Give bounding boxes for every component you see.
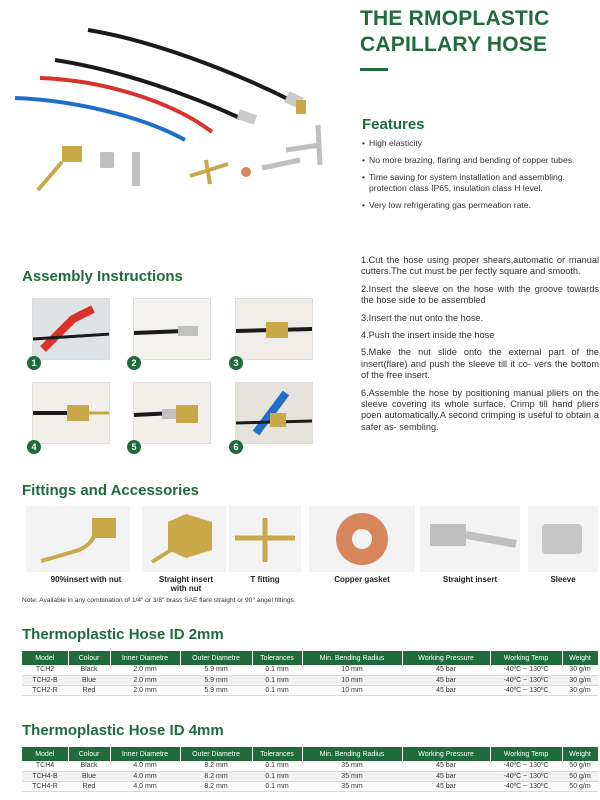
fitting-90-insert-photo (26, 506, 130, 572)
table-cell: 30 g/m (562, 675, 598, 685)
step-number-1: 1 (27, 356, 41, 370)
step-1-photo (32, 298, 110, 360)
table-cell: 4.0 mm (110, 761, 180, 771)
feature-item: • Time saving for system installation and assembling. protection class IP65, insulation class H level. (362, 172, 598, 194)
table-header-cell: Working Pressure (402, 747, 490, 761)
fittings-note: Note: Available in any combination of 1/4" or 3/8" brass SAE flare straight or 90° angel fittings. (22, 597, 296, 604)
table-cell: 5.9 mm (180, 665, 252, 675)
table-cell: 45 bar (402, 665, 490, 675)
table-header-cell: Working Pressure (402, 651, 490, 665)
table-header-cell: Tolerances (252, 651, 302, 665)
table-header-row (22, 651, 598, 665)
table-cell: 30 g/m (562, 665, 598, 675)
table-row (22, 771, 598, 781)
table-cell: 45 bar (402, 781, 490, 791)
fitting-label: 90%insert with nut (50, 575, 122, 584)
table-cell: 8.2 mm (180, 771, 252, 781)
table-header-cell: Working Temp (490, 747, 562, 761)
feature-item: • No more brazing, flaring and bending of copper tubes. (362, 155, 598, 166)
table-cell: 0.1 mm (252, 675, 302, 685)
step-5-photo (133, 382, 211, 444)
fitting-label: T fitting (250, 575, 280, 584)
title-line-2: CAPILLARY HOSE (360, 33, 548, 56)
step-3-photo (235, 298, 313, 360)
table-cell: 35 mm (302, 771, 402, 781)
step-6-photo (235, 382, 313, 444)
table-cell: 50 g/m (562, 781, 598, 791)
table-header-cell: Outer Diametre (180, 747, 252, 761)
table-cell: 4.0 mm (110, 771, 180, 781)
fitting-copper-gasket-photo (309, 506, 415, 572)
fitting-straight-nut-photo (142, 506, 226, 572)
table-cell: 2.0 mm (110, 685, 180, 695)
assembly-steps (361, 255, 599, 439)
table-cell: 0.1 mm (252, 665, 302, 675)
fitting-label: Copper gasket (334, 575, 390, 584)
table-cell: Red (68, 685, 110, 695)
table-cell: 45 bar (402, 675, 490, 685)
table-cell: TCH2-R (22, 685, 68, 695)
table-row (22, 685, 598, 695)
table-cell: 0.1 mm (252, 685, 302, 695)
assembly-step-4: 4.Push the insert inside the hose (361, 330, 495, 341)
step-number-5: 5 (127, 440, 141, 454)
table-cell: Blue (68, 675, 110, 685)
table-cell: -40ºC ~ 130ºC (490, 675, 562, 685)
spec-table-2mm (22, 651, 599, 696)
fitting-label: Sleeve (550, 575, 576, 584)
table-cell: TCH4-B (22, 771, 68, 781)
table-cell: TCH4-R (22, 781, 68, 791)
fitting-label: Straight insert with nut (158, 575, 214, 593)
table-cell: 30 g/m (562, 685, 598, 695)
table-cell: -40ºC ~ 130ºC (490, 761, 562, 771)
table-cell: 35 mm (302, 781, 402, 791)
step-number-6: 6 (229, 440, 243, 454)
feature-item: • Very low refrigerating gas permeation rate. (362, 200, 598, 211)
fitting-sleeve-photo (528, 506, 598, 572)
table-cell: Blue (68, 771, 110, 781)
title-underline (360, 68, 388, 71)
table-cell: -40ºC ~ 130ºC (490, 781, 562, 791)
table-header-cell: Model (22, 651, 68, 665)
table-header-cell: Colour (68, 651, 110, 665)
table-header-cell: Tolerances (252, 747, 302, 761)
table-2mm-title: Thermoplastic Hose ID 2mm (22, 626, 224, 643)
table-cell: 45 bar (402, 771, 490, 781)
table-cell: 5.9 mm (180, 685, 252, 695)
table-cell: 5.9 mm (180, 675, 252, 685)
table-cell: 8.2 mm (180, 761, 252, 771)
table-cell: 4.0 mm (110, 781, 180, 791)
table-header-cell: Weight (562, 651, 598, 665)
table-cell: 45 bar (402, 761, 490, 771)
table-cell: -40ºC ~ 130ºC (490, 665, 562, 675)
table-row (22, 665, 598, 675)
table-header-cell: Min. Bending Radius (302, 651, 402, 665)
table-header-cell: Outer Diametre (180, 651, 252, 665)
table-header-cell: Working Temp (490, 651, 562, 665)
step-4-photo (32, 382, 110, 444)
step-number-4: 4 (27, 440, 41, 454)
assembly-step-1: 1.Cut the hose using proper shears,automatic or manual cutters.The cut must be per fectly square and smooth. (361, 255, 599, 277)
fitting-label: Straight insert (442, 575, 498, 584)
assembly-heading: Assembly Instructions (22, 268, 183, 285)
table-cell: TCH2 (22, 665, 68, 675)
table-header-cell: Min. Bending Radius (302, 747, 402, 761)
table-cell: 2.0 mm (110, 665, 180, 675)
feature-item: • High elasticity (362, 138, 598, 149)
table-cell: TCH2-B (22, 675, 68, 685)
table-row (22, 761, 598, 771)
fittings-heading: Fittings and Accessories (22, 482, 199, 499)
table-cell: 0.1 mm (252, 781, 302, 791)
features-list (362, 138, 598, 217)
table-header-cell: Inner Diametre (110, 651, 180, 665)
step-number-3: 3 (229, 356, 243, 370)
table-cell: Black (68, 761, 110, 771)
table-row (22, 675, 598, 685)
spec-table-4mm (22, 747, 599, 792)
table-header-cell: Weight (562, 747, 598, 761)
table-header-row (22, 747, 598, 761)
page-title (360, 6, 595, 58)
table-header-cell: Inner Diametre (110, 747, 180, 761)
table-cell: 10 mm (302, 665, 402, 675)
table-cell: 35 mm (302, 761, 402, 771)
step-number-2: 2 (127, 356, 141, 370)
title-line-1: THE RMOPLASTIC (360, 7, 550, 30)
table-cell: TCH4 (22, 761, 68, 771)
table-cell: 10 mm (302, 685, 402, 695)
step-2-photo (133, 298, 211, 360)
assembly-step-3: 3.Insert the nut onto the hose. (361, 312, 484, 323)
hose-product-photo (0, 0, 340, 205)
table-cell: 45 bar (402, 685, 490, 695)
table-4mm-title: Thermoplastic Hose ID 4mm (22, 722, 224, 739)
table-cell: -40ºC ~ 130ºC (490, 685, 562, 695)
assembly-step-2: 2.Insert the sleeve on the hose with the groove towards the hose side to be assembled (361, 283, 599, 306)
table-cell: 50 g/m (562, 761, 598, 771)
table-cell: -40ºC ~ 130ºC (490, 771, 562, 781)
table-cell: 50 g/m (562, 771, 598, 781)
table-header-cell: Model (22, 747, 68, 761)
table-header-cell: Colour (68, 747, 110, 761)
table-row (22, 781, 598, 791)
fitting-straight-insert-photo (420, 506, 520, 572)
table-cell: 2.0 mm (110, 675, 180, 685)
assembly-step-6: 6.Assemble the hose by positioning manual pliers on the sleeve covering its whole surface. Crimp till hand pliers poen automatically.A second crimping is useful to obtain a safer as- sembling. (361, 387, 599, 432)
assembly-step-5: 5.Make the nut slide onto the external part of the insert(flare) and push the sleeve till it co- vers the bottom of the free insert. (361, 347, 599, 381)
fitting-t-photo (229, 506, 301, 572)
table-cell: Black (68, 665, 110, 675)
features-heading: Features (362, 116, 425, 133)
table-cell: Red (68, 781, 110, 791)
table-cell: 8.2 mm (180, 781, 252, 791)
table-cell: 10 mm (302, 675, 402, 685)
table-cell: 0.1 mm (252, 771, 302, 781)
table-cell: 0.1 mm (252, 761, 302, 771)
